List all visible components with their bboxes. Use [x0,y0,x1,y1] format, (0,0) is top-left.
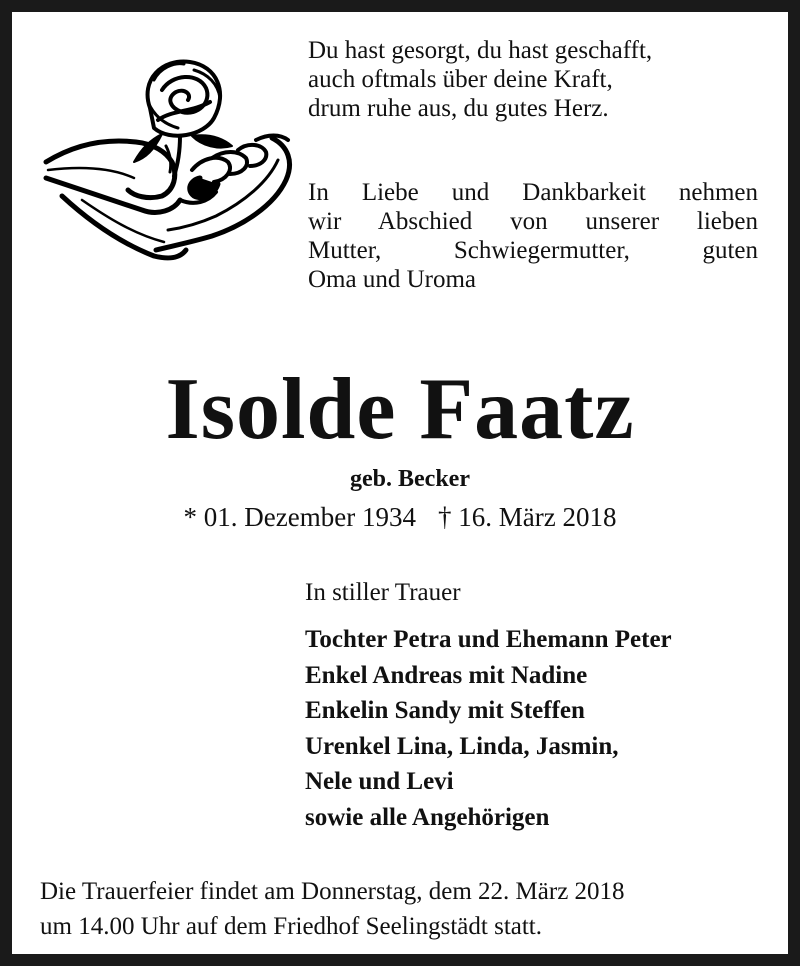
life-dates [12,500,788,534]
birth-date: * 01. Dezember 1934 [183,502,416,532]
rose-in-hands-icon [42,50,304,265]
mourner-line: Enkelin Sandy mit Steffen [305,697,585,724]
poem-line: drum ruhe aus, du gutes Herz. [308,95,609,122]
poem-line: Du hast gesorgt, du hast geschafft, [308,37,653,64]
funeral-service-info [40,874,780,944]
mourner-line: Enkel Andreas mit Nadine [305,661,588,689]
mourners-list [305,622,672,835]
poem-line: auch oftmals über deine Kraft, [308,66,613,93]
birth-name: geb. Becker [350,466,470,492]
farewell-line: Oma und Uroma [308,266,477,293]
farewell-line: In Liebe und Dankbarkeit nehmen [308,179,758,206]
mourner-line: sowie alle Angehörigen [305,803,550,831]
deceased-name: Isolde Faatz [165,361,635,458]
mourner-line: Tochter Petra und Ehemann Peter [305,626,672,653]
farewell-text [308,178,758,294]
farewell-line: wir Abschied von unserer lieben [308,208,758,235]
mourning-heading: In stiller Trauer [305,579,461,606]
service-line: um 14.00 Uhr auf dem Friedhof Seelingstädt statt. [40,913,543,940]
service-line: Die Trauerfeier findet am Donnerstag, dem 22. März 2018 [40,878,625,905]
death-date: † 16. März 2018 [437,502,617,532]
poem-verse [308,36,758,123]
mourner-line: Nele und Levi [305,768,454,795]
farewell-line: Mutter, Schwiegermutter, guten [308,237,758,264]
mourner-line: Urenkel Lina, Linda, Jasmin, [305,732,619,760]
